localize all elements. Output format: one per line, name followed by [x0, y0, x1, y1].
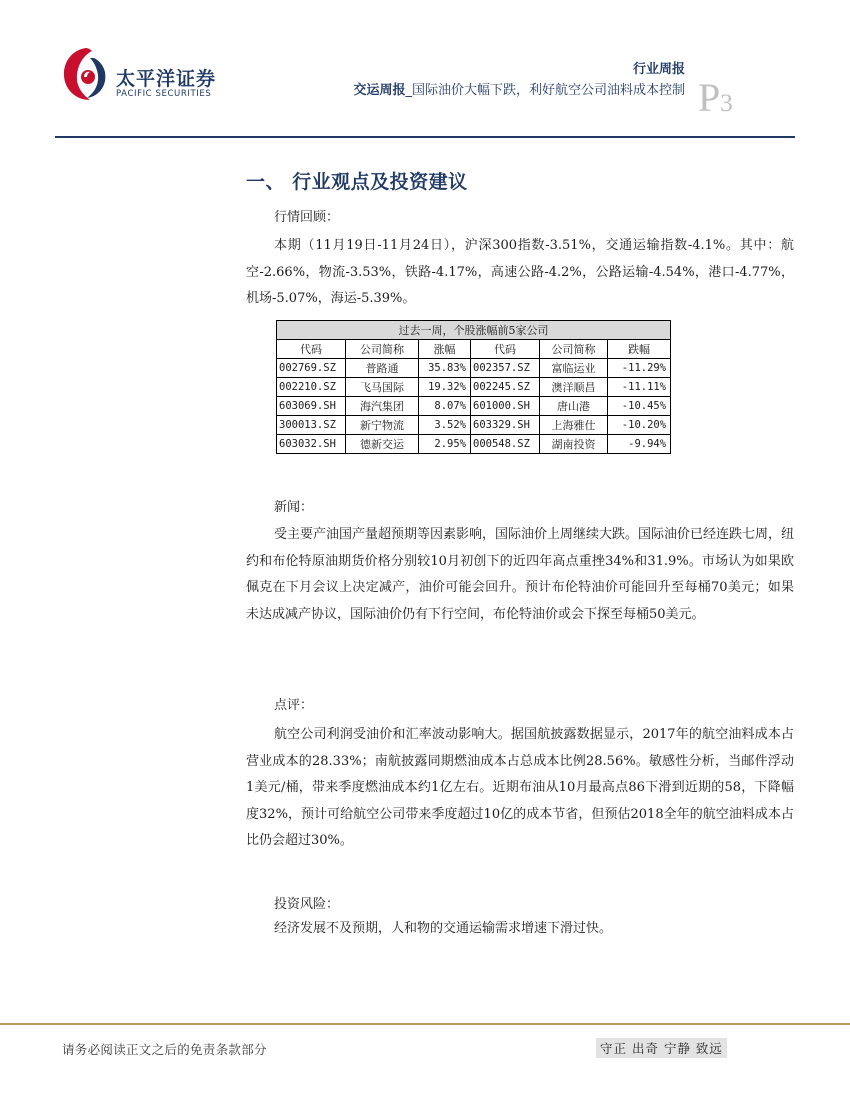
stock-code: 002769.SZ — [277, 359, 346, 378]
table-row — [277, 359, 671, 378]
stock-code: 000548.SZ — [471, 435, 540, 454]
table-header-cell: 涨幅 — [419, 340, 471, 359]
stock-change: 19.32% — [419, 378, 471, 397]
stock-code: 002210.SZ — [277, 378, 346, 397]
stock-name: 普路通 — [346, 359, 419, 378]
review-paragraph: 本期（11月19日-11月24日），沪深300指数-3.51%，交通运输指数-4.1%。其中：航空-2.66%，物流-3.53%，铁路-4.17%，高速公路-4.2%，公路运输-4.54%，港口-4.77%，机场-5.07%，海运-5.39%。 — [246, 238, 794, 306]
table-header-cell: 公司简称 — [346, 340, 419, 359]
footer-divider — [0, 1023, 850, 1025]
stock-name: 新宁物流 — [346, 416, 419, 435]
stock-name: 海汽集团 — [346, 397, 419, 416]
table-header-cell: 代码 — [471, 340, 540, 359]
stock-name: 德新交运 — [346, 435, 419, 454]
stock-change: 8.07% — [419, 397, 471, 416]
stock-code: 601000.SH — [471, 397, 540, 416]
footer-disclaimer: 请务必阅读正文之后的免责条款部分 — [62, 1042, 267, 1057]
stock-name: 澳洋顺昌 — [540, 378, 608, 397]
stock-change: 3.52% — [419, 416, 471, 435]
report-category: 行业周报 — [632, 62, 685, 77]
report-title — [353, 79, 685, 98]
page-letter: P — [698, 75, 721, 120]
table-header-cell: 公司简称 — [540, 340, 608, 359]
stock-code: 002245.SZ — [471, 378, 540, 397]
company-logo — [60, 44, 230, 104]
stock-change: -9.94% — [608, 435, 671, 454]
risk-paragraph: 经济发展不及预期，人和物的交通运输需求增速下滑过快。 — [274, 921, 613, 936]
stock-name: 唐山港 — [540, 397, 608, 416]
stock-name: 湖南投资 — [540, 435, 608, 454]
news-label: 新闻： — [274, 500, 314, 515]
stock-change: -11.11% — [608, 378, 671, 397]
stock-code: 603032.SH — [277, 435, 346, 454]
page-number-mark — [698, 74, 733, 121]
stock-name: 上海雅仕 — [540, 416, 608, 435]
risk-label: 投资风险： — [274, 897, 340, 912]
top-movers-table — [276, 320, 671, 454]
table-caption: 过去一周，个股涨幅前5家公司 — [277, 321, 671, 340]
brand-name-en: PACIFIC SECURITIES — [116, 89, 212, 99]
table-row — [277, 435, 671, 454]
page-number: 3 — [720, 90, 733, 117]
news-paragraph: 受主要产油国产量超预期等因素影响，国际油价上周继续大跌。国际油价已经连跌七周，纽约和布伦特原油期货价格分别较10月初创下的近四年高点重挫34%和31.9%。市场认为如果欧佩克在下月会议上决定减产，油价可能会回升。预计布伦特油价可能回升至每桶70美元；如果未达成减产协议，国际油价仍有下行空间，布伦特油价或会下探至每桶50美元。 — [246, 527, 795, 622]
stock-name: 富临运业 — [540, 359, 608, 378]
stock-change: 35.83% — [419, 359, 471, 378]
section-title: 一、 行业观点及投资建议 — [246, 171, 468, 193]
stock-change: -11.29% — [608, 359, 671, 378]
stock-code: 300013.SZ — [277, 416, 346, 435]
stock-code: 603329.SH — [471, 416, 540, 435]
stock-name: 飞马国际 — [346, 378, 419, 397]
stock-change: -10.45% — [608, 397, 671, 416]
table-row — [277, 397, 671, 416]
brand-name-cn: 太平洋证券 — [116, 68, 217, 90]
comment-paragraph: 航空公司利润受油价和汇率波动影响大。据国航披露数据显示，2017年的航空油料成本占营业成本的28.33%；南航披露同期燃油成本占总成本比例28.56%。敏感性分析，当邮件浮动1美元/桶，带来季度燃油成本约1亿左右。近期布油从10月最高点86下滑到近期的58，下降幅度32%，预计可给航空公司带来季度超过10亿的成本节省，但预估2018全年的航空油料成本占比仍会超过30%。 — [246, 727, 794, 848]
table-header-cell: 跌幅 — [608, 340, 671, 359]
logo-mark-icon — [60, 44, 112, 104]
report-title-bold: 交运周报 — [353, 83, 406, 98]
header-divider — [55, 136, 795, 138]
stock-change: 2.95% — [419, 435, 471, 454]
stock-code: 002357.SZ — [471, 359, 540, 378]
stock-code: 603069.SH — [277, 397, 346, 416]
review-label: 行情回顾： — [274, 210, 340, 225]
report-title-rest: _国际油价大幅下跌，利好航空公司油料成本控制 — [405, 83, 685, 98]
stock-change: -10.20% — [608, 416, 671, 435]
table-header-cell: 代码 — [277, 340, 346, 359]
table-row — [277, 378, 671, 397]
comment-label: 点评： — [274, 698, 314, 713]
table-row — [277, 416, 671, 435]
footer-motto: 守正 出奇 宁静 致远 — [596, 1038, 727, 1058]
table-header-row — [277, 340, 671, 359]
